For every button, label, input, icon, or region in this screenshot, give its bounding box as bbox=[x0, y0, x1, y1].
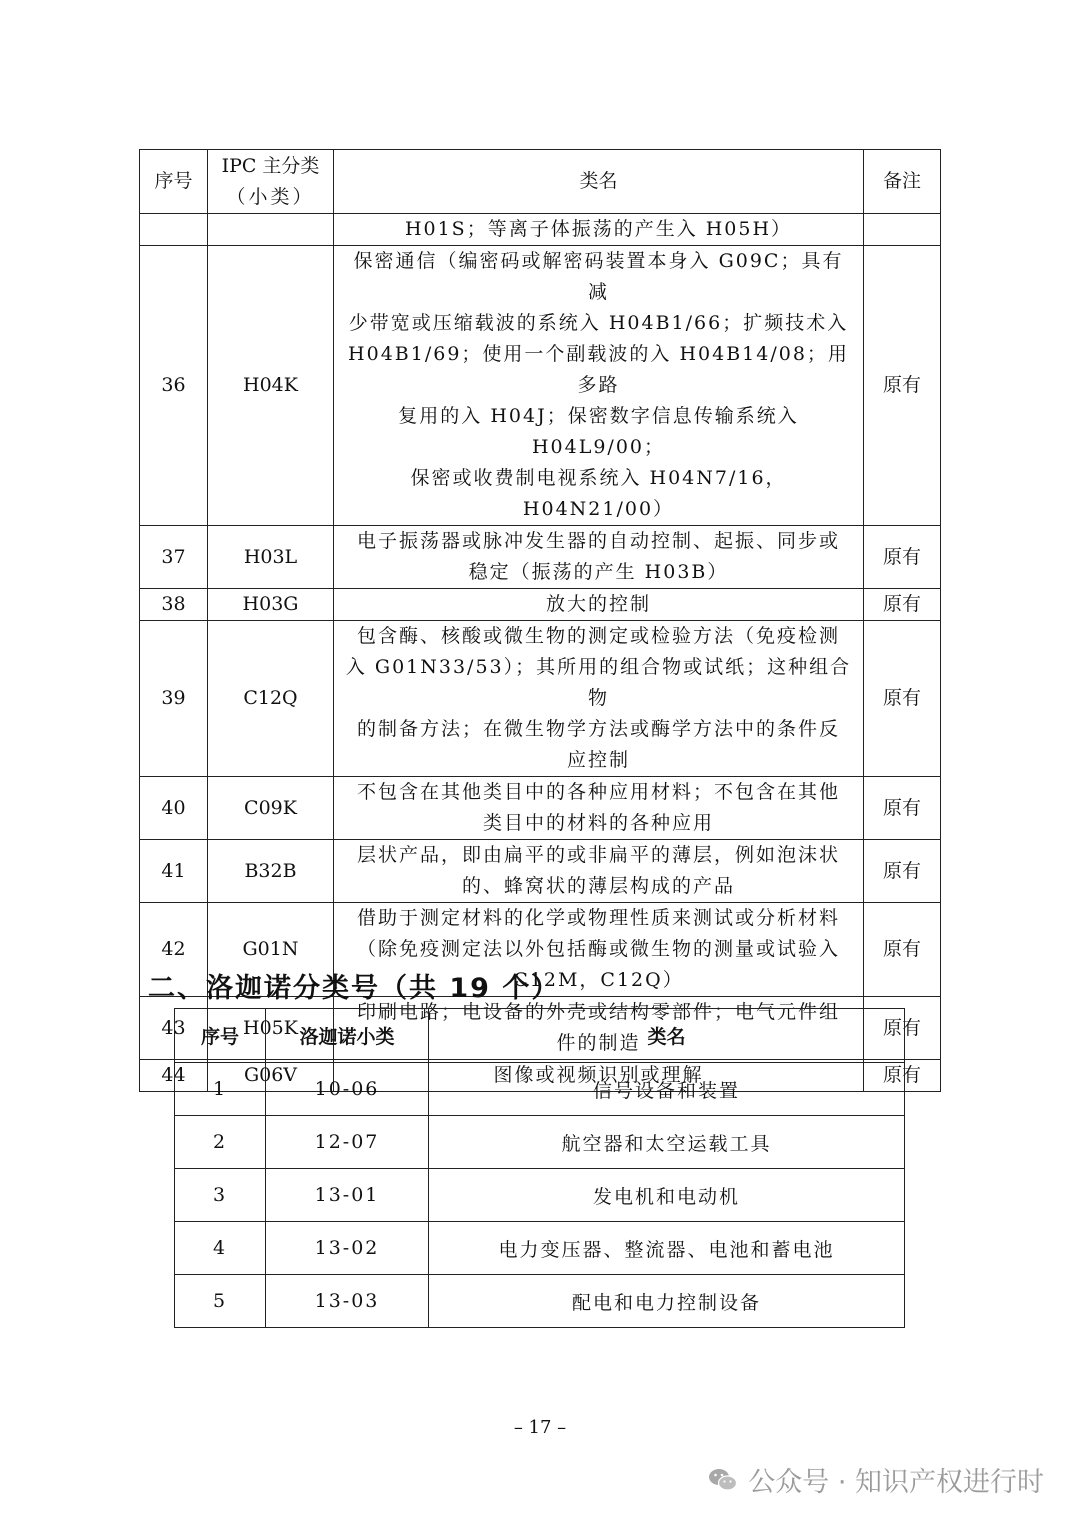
name-line: H04B1/69；使用一个副载波的入 H04B14/08；用多路 bbox=[348, 343, 849, 396]
cell-name: 电力变压器、整流器、电池和蓄电池 bbox=[429, 1222, 905, 1275]
cell-name bbox=[334, 526, 864, 589]
watermark-text: 公众号 · 知识产权进行时 bbox=[748, 1467, 1044, 1498]
cell-locarno-code: 13-02 bbox=[266, 1222, 429, 1275]
table-row bbox=[175, 1169, 905, 1222]
name-line: 应控制 bbox=[566, 749, 630, 771]
watermark bbox=[708, 1460, 1044, 1499]
cell-no: 38 bbox=[140, 589, 208, 621]
ipc-header-row bbox=[140, 150, 941, 214]
cell-ipc: C09K bbox=[208, 777, 334, 840]
cell-name bbox=[334, 840, 864, 903]
cell-name: 信号设备和装置 bbox=[429, 1063, 905, 1116]
table-row bbox=[140, 840, 941, 903]
name-line: C12M，C12Q） bbox=[513, 969, 684, 991]
cell-no: 42 bbox=[140, 903, 208, 997]
cell-no: 44 bbox=[140, 1060, 208, 1092]
name-line: 放大的控制 bbox=[545, 593, 651, 615]
table-row bbox=[140, 589, 941, 621]
table-row bbox=[140, 777, 941, 840]
cell-name: 配电和电力控制设备 bbox=[429, 1275, 905, 1328]
name-line: 的、蜂窝状的薄层构成的产品 bbox=[461, 875, 735, 897]
section-title: 二、洛迦诺分类号（共 19 个） bbox=[148, 973, 561, 1004]
cell-ipc bbox=[208, 214, 334, 246]
cell-remark: 原有 bbox=[864, 840, 941, 903]
cell-no: 37 bbox=[140, 526, 208, 589]
name-line: 图像或视频识别或理解 bbox=[493, 1064, 704, 1086]
table-row bbox=[140, 246, 941, 526]
name-line: （除免疫测定法以外包括酶或微生物的测量或试验入 bbox=[356, 938, 840, 960]
table-row bbox=[175, 1116, 905, 1169]
cell-name bbox=[334, 777, 864, 840]
cell-name: 发电机和电动机 bbox=[429, 1169, 905, 1222]
cell-no: 39 bbox=[140, 621, 208, 777]
cell-no bbox=[140, 214, 208, 246]
cell-locarno-code: 13-03 bbox=[266, 1275, 429, 1328]
cell-no: 3 bbox=[175, 1169, 266, 1222]
header-locarno-code: 洛迦诺小类 bbox=[266, 1009, 429, 1063]
cell-name bbox=[334, 589, 864, 621]
table-row bbox=[140, 526, 941, 589]
cell-remark: 原有 bbox=[864, 621, 941, 777]
cell-no: 1 bbox=[175, 1063, 266, 1116]
cell-ipc: C12Q bbox=[208, 621, 334, 777]
name-line: 电子振荡器或脉冲发生器的自动控制、起振、同步或 bbox=[356, 530, 840, 552]
header-no: 序号 bbox=[140, 150, 208, 214]
table-row bbox=[140, 621, 941, 777]
locarno-header-row bbox=[175, 1009, 905, 1063]
cell-no: 36 bbox=[140, 246, 208, 526]
table-row-continuation bbox=[140, 214, 941, 246]
name-line: 层状产品，即由扁平的或非扁平的薄层，例如泡沫状 bbox=[356, 844, 840, 866]
locarno-classification-table bbox=[174, 1008, 905, 1328]
name-line: 的制备方法；在微生物学方法或酶学方法中的条件反 bbox=[356, 718, 840, 740]
ipc-table-body bbox=[140, 214, 941, 1092]
locarno-table-body bbox=[175, 1063, 905, 1328]
cell-ipc: H05K bbox=[208, 997, 334, 1060]
cell-name bbox=[334, 621, 864, 777]
cell-remark: 原有 bbox=[864, 246, 941, 526]
header-name: 类名 bbox=[334, 150, 864, 214]
header-no: 序号 bbox=[175, 1009, 266, 1063]
cell-no: 4 bbox=[175, 1222, 266, 1275]
cell-remark: 原有 bbox=[864, 1060, 941, 1092]
name-line: 入 G01N33/53）；其所用的组合物或试纸；这种组合物 bbox=[345, 656, 852, 709]
cell-remark bbox=[864, 214, 941, 246]
header-ipc-line2: （小类） bbox=[226, 185, 315, 208]
cell-remark: 原有 bbox=[864, 777, 941, 840]
cell-no: 40 bbox=[140, 777, 208, 840]
name-line: 少带宽或压缩载波的系统入 H04B1/66；扩频技术入 bbox=[348, 312, 849, 334]
name-line: 保密通信（编密码或解密码装置本身入 G09C；具有减 bbox=[353, 250, 844, 303]
ipc-classification-table bbox=[139, 149, 941, 1092]
table-row bbox=[175, 1275, 905, 1328]
cell-ipc: G01N bbox=[208, 903, 334, 997]
name-line: 不包含在其他类目中的各种应用材料；不包含在其他 bbox=[356, 781, 840, 803]
cell-name: 航空器和太空运载工具 bbox=[429, 1116, 905, 1169]
cell-ipc: H04K bbox=[208, 246, 334, 526]
cell-locarno-code: 13-01 bbox=[266, 1169, 429, 1222]
cell-no: 41 bbox=[140, 840, 208, 903]
table-row bbox=[175, 1063, 905, 1116]
name-line: 稳定（振荡的产生 H03B） bbox=[468, 561, 729, 583]
header-name: 类名 bbox=[429, 1009, 905, 1063]
header-ipc bbox=[208, 150, 334, 214]
name-line: 保密或收费制电视系统入 H04N7/16，H04N21/00） bbox=[410, 467, 787, 520]
name-line: 印刷电路；电设备的外壳或结构零部件；电气元件组 bbox=[356, 1001, 840, 1023]
cell-locarno-code: 12-07 bbox=[266, 1116, 429, 1169]
cell-name bbox=[334, 246, 864, 526]
header-ipc-line1: IPC 主分类 bbox=[221, 154, 320, 177]
cell-ipc: B32B bbox=[208, 840, 334, 903]
cell-locarno-code: 10-06 bbox=[266, 1063, 429, 1116]
name-line: 复用的入 H04J；保密数字信息传输系统入 H04L9/00； bbox=[398, 405, 799, 458]
name-line: 借助于测定材料的化学或物理性质来测试或分析材料 bbox=[356, 907, 840, 929]
wechat-icon bbox=[708, 1467, 738, 1493]
cell-no: 43 bbox=[140, 997, 208, 1060]
cell-remark: 原有 bbox=[864, 526, 941, 589]
cell-no: 2 bbox=[175, 1116, 266, 1169]
cell-remark: 原有 bbox=[864, 997, 941, 1060]
name-line: 包含酶、核酸或微生物的测定或检验方法（免疫检测 bbox=[356, 625, 840, 647]
table-row bbox=[175, 1222, 905, 1275]
page-number: – 17 – bbox=[513, 1417, 567, 1438]
cell-ipc: H03G bbox=[208, 589, 334, 621]
header-remark: 备注 bbox=[864, 150, 941, 214]
cell-remark: 原有 bbox=[864, 589, 941, 621]
name-line: 类目中的材料的各种应用 bbox=[482, 812, 714, 834]
name-line: 件的制造 bbox=[556, 1032, 641, 1054]
cell-ipc: G06V bbox=[208, 1060, 334, 1092]
cell-remark: 原有 bbox=[864, 903, 941, 997]
cell-ipc: H03L bbox=[208, 526, 334, 589]
cell-no: 5 bbox=[175, 1275, 266, 1328]
cell-name: H01S；等离子体振荡的产生入 H05H） bbox=[334, 214, 864, 246]
